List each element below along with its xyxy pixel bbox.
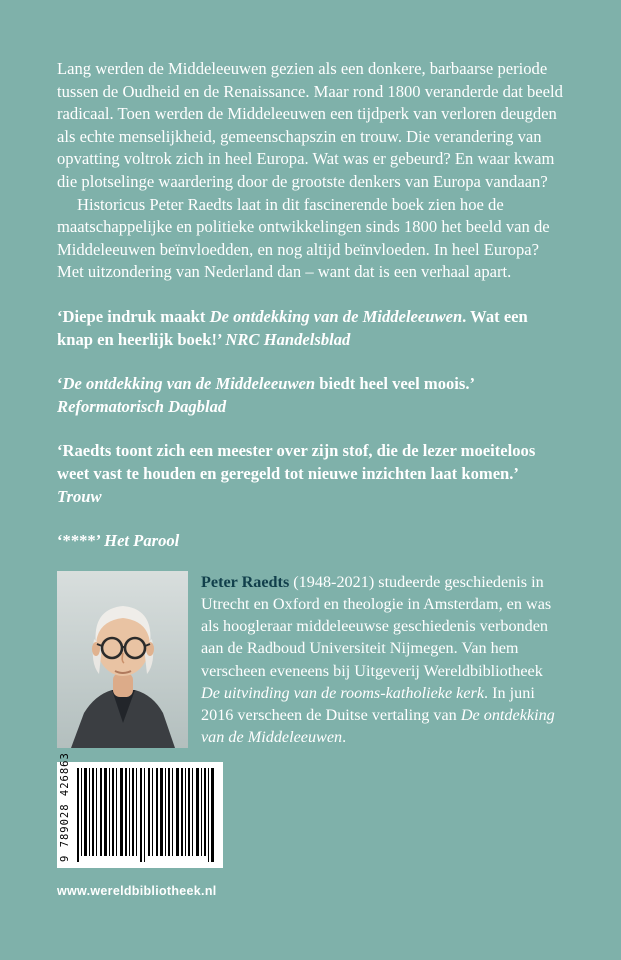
quote-trouw [57,440,564,508]
quote-source: NRC Handelsblad [225,329,351,349]
quote-text: ‘ [57,374,63,394]
author-photo [57,571,188,748]
author-section [57,571,564,749]
bio-text: . [342,728,347,747]
quote-source: Reformatorisch Dagblad [57,396,227,416]
author-portrait-illustration [57,571,188,748]
blurb [57,58,564,284]
book-title-italic: De ontdekking van de Middeleeuwen [201,705,555,747]
quote-nrc-handelsblad [57,306,564,351]
quote-text: biedt heel veel moois.’ [315,374,474,394]
blurb-paragraph-2: Historicus Peter Raedts laat in dit fascinerende boek zien hoe de maatschappelijke en politieke ontwikkelingen sinds 1800 het beeld van de Middeleeuwen beïnvloedden, en nog altijd beïnvloeden. In heel Europa? Met uitzondering van Nederland dan – want dat is een verhaal apart. [57,194,550,282]
quote-text: ‘Diepe indruk maakt [57,306,210,326]
quote-het-parool [57,530,564,553]
bio-text: . In juni 2016 verscheen de Duitse vertaling van [201,683,535,724]
quote-source: Het Parool [104,531,180,551]
barcode-bars [77,768,215,862]
review-quotes [57,306,564,553]
quote-text: ‘****’ [57,531,105,551]
publisher-website: www.wereldbibliotheek.nl [57,884,217,899]
bio-text: (1948-2021) studeerde geschiedenis in Utrecht en Oxford en theologie in Amsterdam, en was als hoogleraar middeleeuwse geschiedenis verbonden aan de Radboud Universiteit Nijmegen. Van hem verscheen eveneens bij Uitgeverij Wereldbibliotheek [201,572,552,680]
quote-source: Trouw [57,486,102,506]
author-name: Peter Raedts [201,572,290,591]
quote-text: . Wat een knap en heerlijk boek!’ [57,306,528,349]
barcode-number: 9 789028 426863 [59,752,71,863]
blurb-paragraph-1: Lang werden de Middeleeuwen gezien als een donkere, barbaarse periode tussen de Oudheid en de Renaissance. Maar rond 1800 veranderde dat beeld radicaal. Toen werden de Middeleeuwen een tijdperk van verloren deugden als echte menselijkheid, gemeenschapszin en trouw. Die verandering van opvatting voltrok zich in heel Europa. Wat was er gebeurd? En waar kwam die plotselinge waardering door de grootste denkers van Europa vandaan? [57,59,563,191]
book-title-italic: De uitvinding van de rooms-katholieke kerk [201,683,485,702]
book-title-italic: De ontdekking van de Middeleeuwen [209,306,463,326]
quote-text: ‘Raedts toont zich een meester over zijn stof, die de lezer moeiteloos weet vast te houden en geregeld tot nieuwe inzichten laat komen.’ [57,441,536,483]
quote-reformatorisch-dagblad [57,373,564,418]
barcode [57,752,223,868]
author-bio [201,571,564,749]
book-title-italic: De ontdekking van de Middeleeuwen [62,374,316,394]
